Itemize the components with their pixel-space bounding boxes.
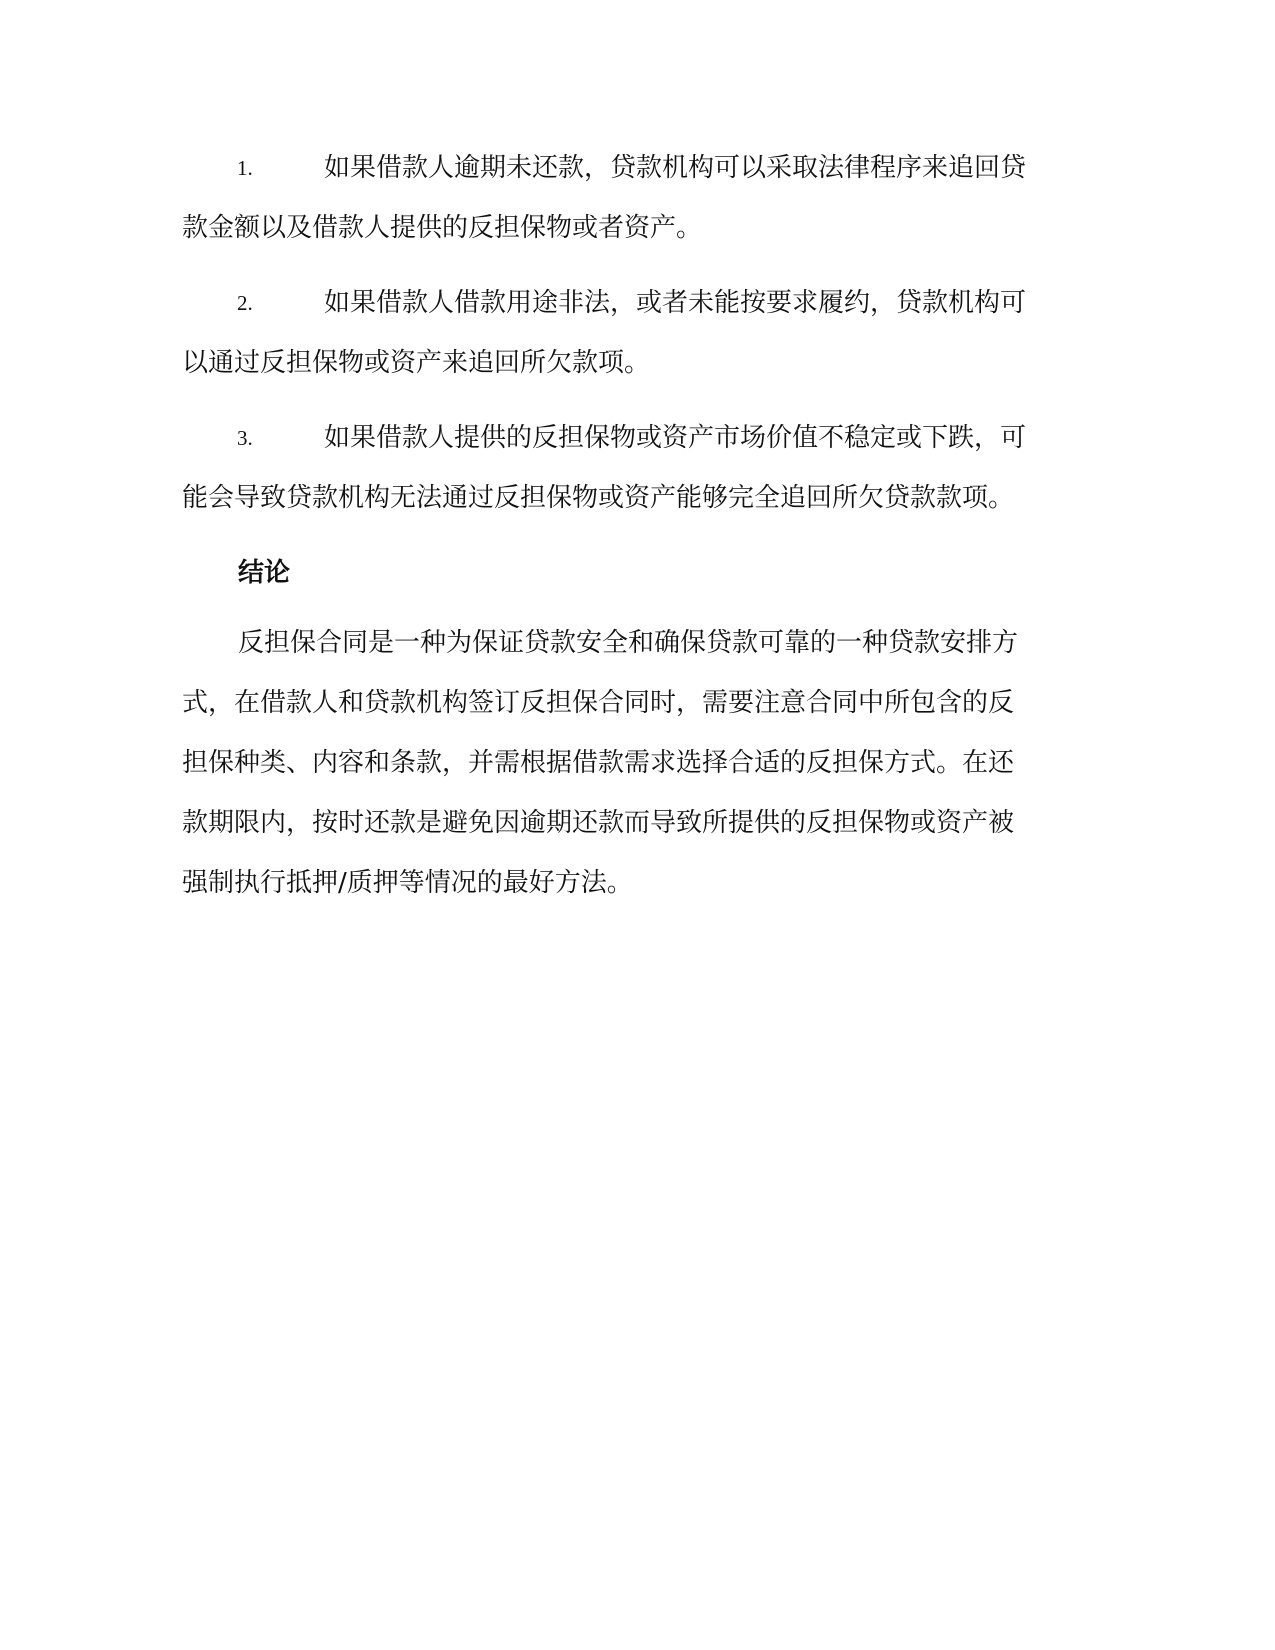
conclusion-heading: 结论 bbox=[238, 558, 291, 588]
list-item-text: 如果借款人逾期未还款，贷款机构可以采取法律程序来追回贷款金额以及借款人提供的反担保物或者资产。 bbox=[182, 153, 1027, 243]
list-item-text: 如果借款人提供的反担保物或资产市场价值不稳定或下跌，可能会导致贷款机构无法通过反担保物或资产能够完全追回所欠贷款款项。 bbox=[182, 423, 1027, 513]
list-item-text: 如果借款人借款用途非法，或者未能按要求履约，贷款机构可以通过反担保物或资产来追回所欠款项。 bbox=[182, 288, 1027, 378]
list-number: 1. bbox=[237, 156, 253, 180]
conclusion-paragraph: 反担保合同是一种为保证贷款安全和确保贷款可靠的一种贷款安排方式，在借款人和贷款机构签订反担保合同时，需要注意合同中所包含的反担保种类、内容和条款，并需根据借款需求选择合适的反担保方式。在还款期限内，按时还款是避免因逾期还款而导致所提供的反担保物或资产被强制执行抵押/质押等情况的最好方法。 bbox=[182, 628, 1019, 898]
list-item-1 bbox=[182, 138, 1032, 258]
list-item-3 bbox=[182, 408, 1032, 528]
list-number: 3. bbox=[237, 426, 253, 450]
list-item-2 bbox=[182, 273, 1032, 393]
list-number: 2. bbox=[237, 291, 253, 315]
document-content bbox=[182, 138, 1032, 913]
